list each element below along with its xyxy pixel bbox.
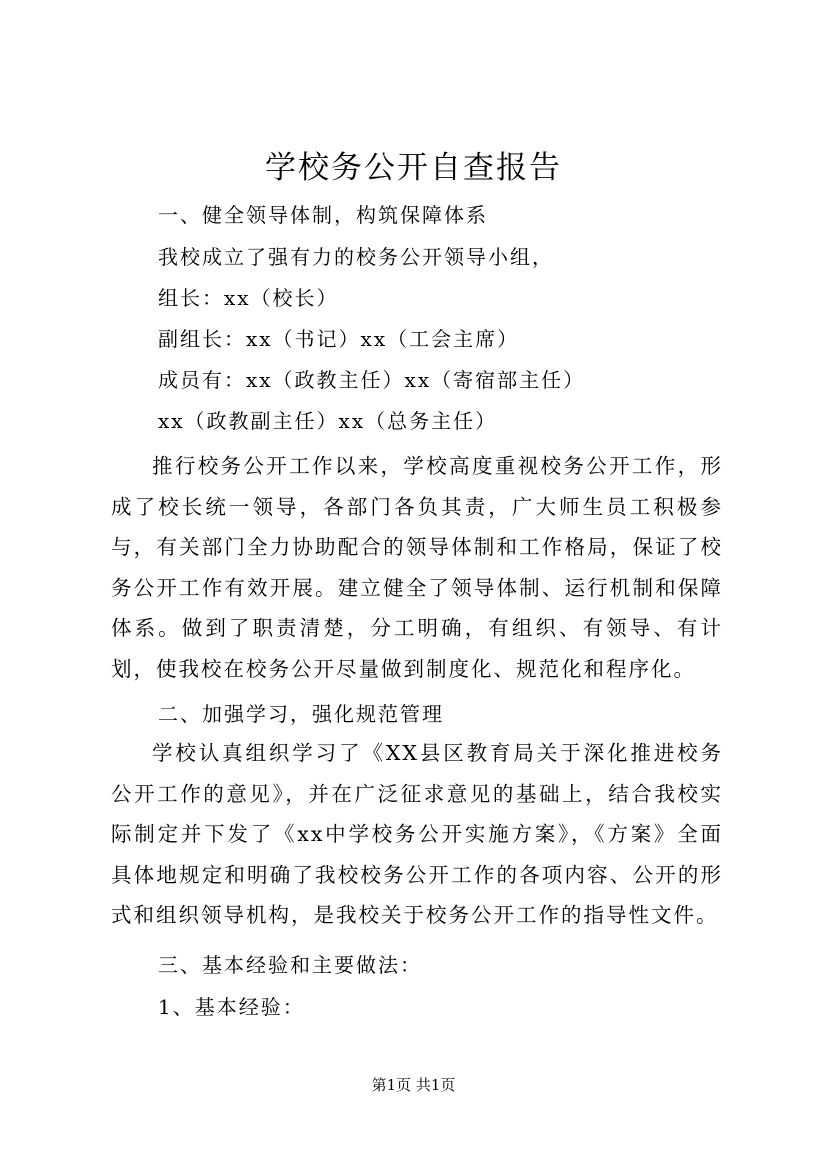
section2-heading: 二、加强学习，强化规范管理 [158,702,444,726]
section3-heading: 三、基本经验和主要做法： [158,953,422,977]
page-footer: 第1页 共1页 [371,1076,456,1094]
section1-heading: 一、健全领导体制，构筑保障体系 [158,203,488,227]
members-line: 成员有：xx（政教主任）xx（寄宿部主任） [158,368,586,392]
subsection1-heading: 1、基本经验： [158,995,305,1019]
members-continued-line: xx（政教副主任）xx（总务主任） [158,409,498,433]
leader-line: 组长：xx（校长） [158,286,339,310]
deputy-leader-line: 副组长：xx（书记）xx（工会主席） [158,327,520,351]
intro-line: 我校成立了强有力的校务公开领导小组， [158,245,554,269]
document-title: 学校务公开自查报告 [265,150,562,186]
paragraph-2: 学校认真组织学习了《XX县区教育局关于深化推进校务公开工作的意见》，并在广泛征求意见的基础上，结合我校实际制定并下发了《xx中学校务公开实施方案》，《方案》全面具体地规定和明确了我校校务公开工作的各项内容、公开的形式和组织领导机构，是我校关于校务公开工作的指导性文件。 [111,741,723,927]
paragraph-1: 推行校务公开工作以来，学校高度重视校务公开工作，形成了校长统一领导，各部门各负其责，广大师生员工积极参与，有关部门全力协助配合的领导体制和工作格局，保证了校务公开工作有效开展。建立健全了领导体制、运行机制和保障体系。做到了职责清楚，分工明确，有组织、有领导、有计划，使我校在校务公开尽量做到制度化、规范化和程序化。 [111,454,723,681]
